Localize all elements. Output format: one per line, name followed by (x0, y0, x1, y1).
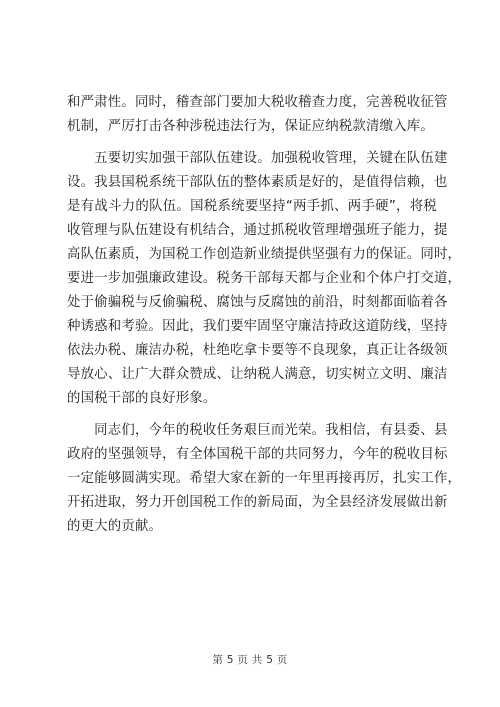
document-body (67, 91, 462, 539)
text-line: 的国税干部的良好形象。 (67, 391, 217, 406)
text-line: 开拓进取，努力开创国税工作的新局面，为全县经济发展做出新 (67, 495, 448, 510)
text-line: 导放心、让广大群众赞成、让纳税人满意，切实树立文明、廉洁 (67, 367, 448, 382)
paragraph-2 (67, 147, 462, 411)
page-number: 第 5 页 共 5 页 (212, 654, 288, 666)
text-line: 和严肃性。同时，稽查部门要加大税收稽查力度，完善税收征管 (67, 95, 448, 110)
text-line: 依法办税、廉洁办税，杜绝吃拿卡要等不良现象，真正让各级领 (67, 343, 448, 358)
paragraph-1 (67, 91, 448, 139)
paragraph-gap (67, 411, 437, 419)
text-line: 同志们，今年的税收任务艰巨而光荣。我相信，有县委、县 (67, 423, 448, 438)
text-line: 一定能够圆满实现。希望大家在新的一年里再接再厉，扎实工作， (67, 471, 462, 486)
text-line: 要进一步加强廉政建设。税务干部每天都与企业和个体户打交道， (67, 271, 462, 286)
paragraph-gap (67, 139, 437, 147)
paragraph-3 (67, 419, 462, 539)
text-line: 收管理与队伍建设有机结合，通过抓税收管理增强班子能力，提 (67, 223, 448, 238)
text-line: 是有战斗力的队伍。国税系统要坚持“两手抓、两手硬”，将税 (67, 199, 437, 214)
text-line: 高队伍素质，为国税工作创造新业绩提供坚强有力的保证。同时， (67, 247, 462, 262)
text-line: 的更大的贡献。 (67, 519, 163, 534)
text-line: 设。我县国税系统干部队伍的整体素质是好的，是值得信赖，也 (67, 175, 448, 190)
text-line: 处于偷骗税与反偷骗税、腐蚀与反腐蚀的前沿，时刻都面临着各 (67, 295, 448, 310)
text-line: 种诱惑和考验。因此，我们要牢固坚守廉洁持政这道防线，坚持 (67, 319, 448, 334)
text-line: 政府的坚强领导，有全体国税干部的共同努力，今年的税收目标 (67, 447, 448, 462)
text-line: 五要切实加强干部队伍建设。加强税收管理，关键在队伍建 (67, 151, 448, 166)
text-line: 机制，严厉打击各种涉税违法行为，保证应纳税款清缴入库。 (67, 119, 434, 134)
